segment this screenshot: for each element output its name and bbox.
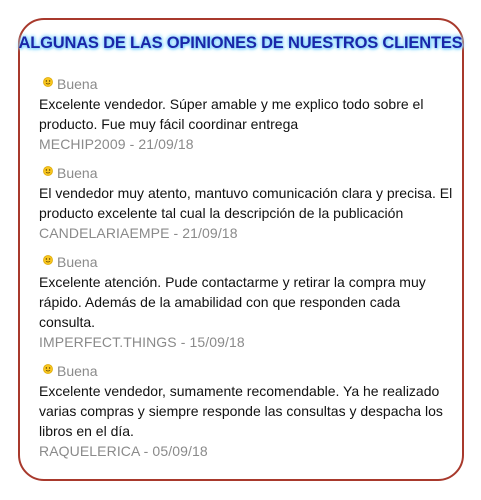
rating-label: Buena <box>57 363 98 379</box>
review-rating <box>39 74 459 94</box>
page-title: ALGUNAS DE LAS OPINIONES DE NUESTROS CLIENTES <box>18 34 463 52</box>
review-author-date: RAQUELERICA - 05/09/18 <box>39 443 208 459</box>
review-comment: Excelente vendedor. Súper amable y me explico todo sobre el producto. Fue muy fácil coordinar entrega <box>39 96 424 132</box>
smiley-icon <box>43 364 53 374</box>
smiley-icon <box>43 77 53 87</box>
review-item <box>39 163 459 243</box>
review-author-date: MECHIP2009 - 21/09/18 <box>39 136 194 152</box>
rating-label: Buena <box>57 254 98 270</box>
review-comment: Excelente vendedor, sumamente recomendable. Ya he realizado varias compras y siempre responde las consultas y despacha los libros en el día. <box>39 383 443 439</box>
review-author-date: IMPERFECT.THINGS - 15/09/18 <box>39 334 245 350</box>
reviews-list <box>39 74 459 461</box>
review-rating <box>39 252 459 272</box>
review-item <box>39 74 459 154</box>
review-item <box>39 361 459 461</box>
review-rating <box>39 361 459 381</box>
review-comment: El vendedor muy atento, mantuvo comunicación clara y precisa. El producto excelente tal cual la descripción de la publicación <box>39 185 453 221</box>
review-rating <box>39 163 459 183</box>
review-author-date: CANDELARIAEMPE - 21/09/18 <box>39 225 238 241</box>
smiley-icon <box>43 255 53 265</box>
review-item <box>39 252 459 352</box>
smiley-icon <box>43 166 53 176</box>
review-comment: Excelente atención. Pude contactarme y retirar la compra muy rápido. Además de la amabilidad con que responden cada consulta. <box>39 274 426 330</box>
rating-label: Buena <box>57 165 98 181</box>
rating-label: Buena <box>57 76 98 92</box>
